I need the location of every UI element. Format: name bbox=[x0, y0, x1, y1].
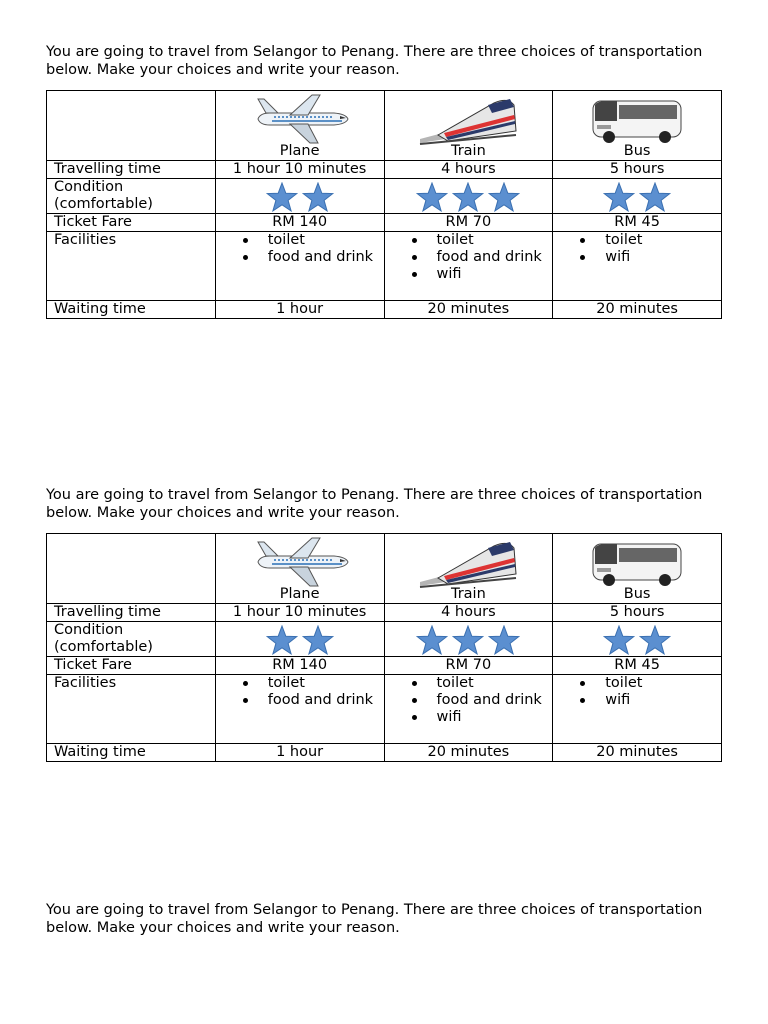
vehicle-name-plane: Plane bbox=[279, 143, 320, 159]
train-waiting: 20 minutes bbox=[384, 744, 553, 762]
train-icon bbox=[418, 534, 518, 588]
train-waiting: 20 minutes bbox=[384, 301, 553, 319]
row-label: Facilities bbox=[47, 675, 216, 744]
row-label: Travelling time bbox=[47, 604, 216, 622]
train-header bbox=[384, 91, 553, 161]
facility-item: wifi bbox=[577, 692, 721, 709]
transport-table bbox=[46, 90, 722, 319]
star-icon bbox=[302, 182, 334, 212]
ticket-fare-row bbox=[47, 214, 722, 232]
facility-item: toilet bbox=[409, 675, 553, 692]
train-travel-time: 4 hours bbox=[384, 604, 553, 622]
train-icon bbox=[418, 91, 518, 145]
plane-travel-time: 1 hour 10 minutes bbox=[215, 161, 384, 179]
facility-list bbox=[553, 232, 721, 266]
bus-icon bbox=[587, 534, 687, 588]
bus-fare: RM 45 bbox=[553, 657, 722, 675]
train-header bbox=[384, 534, 553, 604]
star-icon bbox=[603, 182, 635, 212]
airplane-icon bbox=[250, 534, 350, 588]
row-label: Ticket Fare bbox=[47, 657, 216, 675]
condition-row bbox=[47, 622, 722, 657]
train-fare: RM 70 bbox=[384, 657, 553, 675]
intro-text: You are going to travel from Selangor to Penang. There are three choices of transportation below. Make your choices and write your reason. bbox=[46, 487, 703, 521]
facility-item: food and drink bbox=[409, 249, 553, 266]
plane-condition bbox=[215, 179, 384, 214]
star-icon bbox=[488, 625, 520, 655]
facility-item: wifi bbox=[577, 249, 721, 266]
bus-icon bbox=[587, 91, 687, 145]
row-label: Condition (comfortable) bbox=[47, 622, 216, 657]
waiting-time-row bbox=[47, 744, 722, 762]
intro-text: You are going to travel from Selangor to Penang. There are three choices of transportation below. Make your choices and write your reason. bbox=[46, 44, 703, 78]
star-icon bbox=[488, 182, 520, 212]
vehicle-name-plane: Plane bbox=[279, 586, 320, 602]
star-icon bbox=[639, 182, 671, 212]
bus-waiting: 20 minutes bbox=[553, 744, 722, 762]
condition-row bbox=[47, 179, 722, 214]
bus-condition bbox=[553, 622, 722, 657]
plane-travel-time: 1 hour 10 minutes bbox=[215, 604, 384, 622]
bus-header bbox=[553, 91, 722, 161]
bus-header bbox=[553, 534, 722, 604]
facility-item: food and drink bbox=[240, 692, 384, 709]
bus-travel-time: 5 hours bbox=[553, 604, 722, 622]
facilities-row bbox=[47, 232, 722, 301]
row-label: Waiting time bbox=[47, 301, 216, 319]
vehicle-name-bus: Bus bbox=[623, 586, 651, 602]
plane-fare: RM 140 bbox=[215, 657, 384, 675]
star-icon bbox=[603, 625, 635, 655]
star-icon bbox=[266, 182, 298, 212]
waiting-time-row bbox=[47, 301, 722, 319]
plane-condition bbox=[215, 622, 384, 657]
facility-list bbox=[385, 675, 553, 726]
facility-item: toilet bbox=[577, 675, 721, 692]
star-icon bbox=[416, 625, 448, 655]
airplane-icon bbox=[250, 91, 350, 145]
facility-list bbox=[385, 232, 553, 283]
star-icon bbox=[452, 182, 484, 212]
worksheet-2 bbox=[46, 486, 722, 760]
row-label: Travelling time bbox=[47, 161, 216, 179]
vehicle-name-train: Train bbox=[450, 143, 486, 159]
star-icon bbox=[266, 625, 298, 655]
row-label: Condition (comfortable) bbox=[47, 179, 216, 214]
facility-list bbox=[553, 675, 721, 709]
bus-facilities bbox=[553, 675, 722, 744]
facility-item: toilet bbox=[409, 232, 553, 249]
bus-waiting: 20 minutes bbox=[553, 301, 722, 319]
train-condition bbox=[384, 179, 553, 214]
plane-header bbox=[215, 91, 384, 161]
star-icon bbox=[639, 625, 671, 655]
facility-item: wifi bbox=[409, 266, 553, 283]
star-icon bbox=[452, 625, 484, 655]
plane-fare: RM 140 bbox=[215, 214, 384, 232]
worksheet-1 bbox=[46, 43, 722, 317]
intro-text: You are going to travel from Selangor to Penang. There are three choices of transportation below. Make your choices and write your reason. bbox=[46, 902, 703, 936]
bus-facilities bbox=[553, 232, 722, 301]
header-row bbox=[47, 91, 722, 161]
train-facilities bbox=[384, 232, 553, 301]
train-condition bbox=[384, 622, 553, 657]
transport-table bbox=[46, 533, 722, 762]
travelling-time-row bbox=[47, 604, 722, 622]
facility-list bbox=[216, 232, 384, 266]
row-label: Ticket Fare bbox=[47, 214, 216, 232]
facility-item: toilet bbox=[240, 675, 384, 692]
train-travel-time: 4 hours bbox=[384, 161, 553, 179]
empty-corner-cell bbox=[47, 534, 216, 604]
facility-item: wifi bbox=[409, 709, 553, 726]
vehicle-name-bus: Bus bbox=[623, 143, 651, 159]
plane-facilities bbox=[215, 232, 384, 301]
facilities-row bbox=[47, 675, 722, 744]
ticket-fare-row bbox=[47, 657, 722, 675]
row-label: Waiting time bbox=[47, 744, 216, 762]
facility-item: food and drink bbox=[240, 249, 384, 266]
facility-item: toilet bbox=[577, 232, 721, 249]
facility-item: toilet bbox=[240, 232, 384, 249]
travelling-time-row bbox=[47, 161, 722, 179]
facility-item: food and drink bbox=[409, 692, 553, 709]
train-facilities bbox=[384, 675, 553, 744]
bus-condition bbox=[553, 179, 722, 214]
star-icon bbox=[416, 182, 448, 212]
plane-waiting: 1 hour bbox=[215, 744, 384, 762]
header-row bbox=[47, 534, 722, 604]
plane-facilities bbox=[215, 675, 384, 744]
train-fare: RM 70 bbox=[384, 214, 553, 232]
bus-fare: RM 45 bbox=[553, 214, 722, 232]
empty-corner-cell bbox=[47, 91, 216, 161]
facility-list bbox=[216, 675, 384, 709]
row-label: Facilities bbox=[47, 232, 216, 301]
bus-travel-time: 5 hours bbox=[553, 161, 722, 179]
plane-waiting: 1 hour bbox=[215, 301, 384, 319]
vehicle-name-train: Train bbox=[450, 586, 486, 602]
star-icon bbox=[302, 625, 334, 655]
plane-header bbox=[215, 534, 384, 604]
worksheet-3 bbox=[46, 901, 722, 937]
